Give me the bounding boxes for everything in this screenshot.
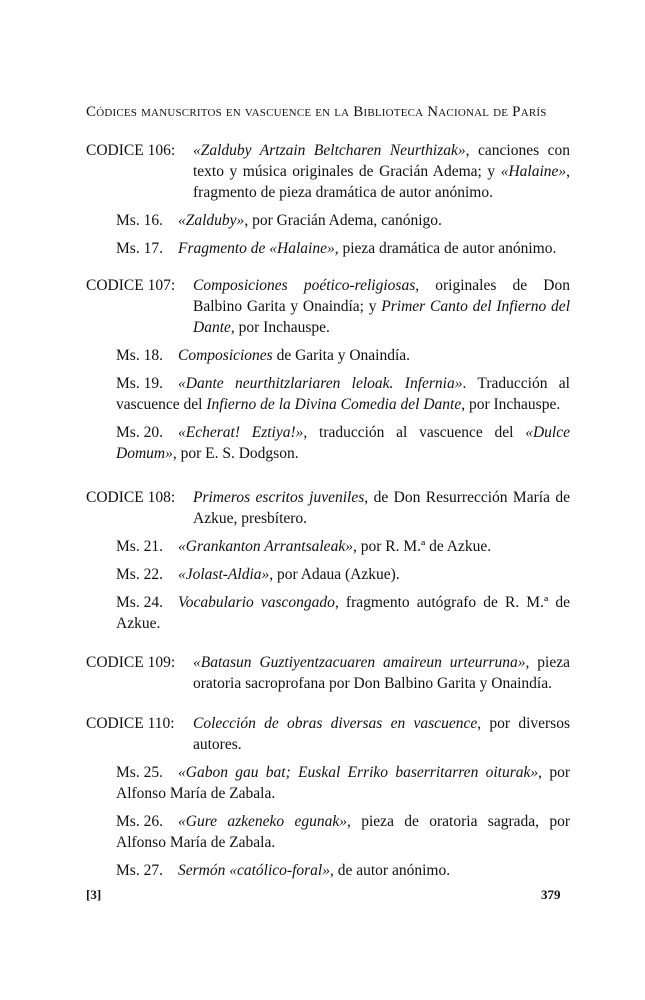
manuscript-entry [86, 592, 570, 634]
text-run: , por Gracián Adema, canónigo. [244, 212, 442, 229]
manuscript-entry [86, 860, 570, 881]
italic-title-text: Primer Canto del Infierno del Dante [193, 298, 570, 336]
italic-title-text: «Gure azkeneko egunak» [178, 813, 348, 830]
italic-title-text: Vocabulario vascongado [178, 594, 335, 611]
codice-description [193, 713, 570, 755]
text-run: , por Inchauspe. [461, 396, 561, 413]
codice-label: CODICE 107: [86, 277, 176, 294]
italic-title-text: «Zalduby» [178, 212, 245, 229]
manuscript-number: Ms. 20. [116, 424, 163, 441]
italic-title-text: Primeros escritos juveniles [193, 489, 365, 506]
codice-110 [86, 713, 570, 881]
codice-description [193, 487, 570, 529]
italic-title-text: «Halaine» [500, 163, 567, 180]
text-run: , pieza de oratoria sagrada, por Alfonso María de Zabala. [116, 813, 571, 851]
codice-label: CODICE 110: [86, 715, 175, 732]
text-run: , traducción al vascuence del [303, 424, 526, 441]
text-run: , pieza dramática de autor anónimo. [334, 240, 557, 257]
text-run: , pieza oratoria sacroprofana por Don Balbino Garita y Onaindía. [193, 654, 570, 692]
text-run: , fragmento autógrafo de R. M.ª de Azkue. [116, 594, 570, 632]
manuscript-entry [86, 238, 570, 259]
manuscript-number: Ms. 24. [116, 594, 163, 611]
italic-title-text: «Gabon gau bat; Euskal Erriko baserritarren oiturak» [178, 764, 539, 781]
footer-section-number: [3] [86, 887, 102, 902]
italic-title-text: Composiciones [178, 347, 273, 364]
manuscript-number: Ms. 18. [116, 347, 163, 364]
text-run: , de autor anónimo. [329, 862, 451, 879]
codice-description [193, 140, 570, 203]
italic-title-text: Composiciones poético-religiosas [193, 277, 416, 294]
text-run: , originales de Don Balbino Garita y Onaindía; y [193, 277, 570, 315]
manuscript-number: Ms. 19. [116, 375, 163, 392]
codice-description [193, 275, 570, 338]
codice-109 [86, 652, 570, 694]
manuscript-number: Ms. 26. [116, 813, 163, 830]
manuscript-entry [86, 373, 570, 415]
manuscript-number: Ms. 25. [116, 764, 163, 781]
codice-description [193, 652, 570, 694]
manuscript-number: Ms. 17. [116, 240, 163, 257]
text-run: , por R. M.ª de Azkue. [352, 538, 492, 555]
manuscript-entry [86, 536, 570, 557]
manuscript-number: Ms. 27. [116, 862, 163, 879]
text-run: , por Adaua (Azkue). [269, 566, 400, 583]
text-run: , por diversos autores. [193, 715, 570, 753]
manuscript-number: Ms. 22. [116, 566, 163, 583]
codice-106 [86, 140, 570, 259]
manuscript-entry [86, 345, 570, 366]
italic-title-text: «Dulce Domum» [116, 424, 570, 462]
manuscript-number: Ms. 21. [116, 538, 163, 555]
text-run: , por Inchauspe. [230, 319, 330, 336]
codice-label: CODICE 108: [86, 489, 176, 506]
text-run: , fragmento de pieza dramática de autor anónimo. [193, 163, 570, 201]
italic-title-text: Colección de obras diversas en vascuence [193, 715, 478, 732]
text-run: , de Don Resurrección María de Azkue, presbítero. [193, 489, 570, 527]
manuscript-entry [86, 762, 570, 804]
italic-title-text: «Batasun Guztiyentzacuaren amaireun urteurruna» [193, 654, 526, 671]
italic-title-text: Infierno de la Divina Comedia del Dante [206, 396, 462, 413]
codice-label: CODICE 106: [86, 142, 176, 159]
manuscript-entry [86, 564, 570, 585]
running-header: Códices manuscritos en vascuence en la Biblioteca Nacional de París [86, 104, 547, 120]
text-run: , por E. S. Dodgson. [172, 445, 299, 462]
codice-107 [86, 275, 570, 464]
manuscript-entry [86, 422, 570, 464]
text-run: de Garita y Onaindía. [272, 347, 411, 364]
page-number: 379 [541, 887, 561, 902]
manuscript-number: Ms. 16. [116, 212, 163, 229]
manuscript-entry [86, 210, 570, 231]
manuscript-entry [86, 811, 570, 853]
italic-title-text: «Dante neurthitzlariaren leloak. Infernia» [178, 375, 463, 392]
text-run: , por Alfonso María de Zabala. [116, 764, 571, 802]
italic-title-text: «Grankanton Arrantsaleak» [178, 538, 353, 555]
italic-title-text: Fragmento de «Halaine» [178, 240, 335, 257]
italic-title-text: «Zalduby Artzain Beltcharen Neurthizak» [193, 142, 466, 159]
text-run: . Traducción al vascuence del [116, 375, 570, 413]
text-run: , canciones con texto y música originales de Gracián Adema; y [193, 142, 570, 180]
italic-title-text: «Jolast-Aldia» [178, 566, 270, 583]
italic-title-text: «Echerat! Eztiya!» [178, 424, 304, 441]
codice-108 [86, 487, 570, 634]
codice-label: CODICE 109: [86, 654, 176, 671]
italic-title-text: Sermón «católico-foral» [178, 862, 330, 879]
